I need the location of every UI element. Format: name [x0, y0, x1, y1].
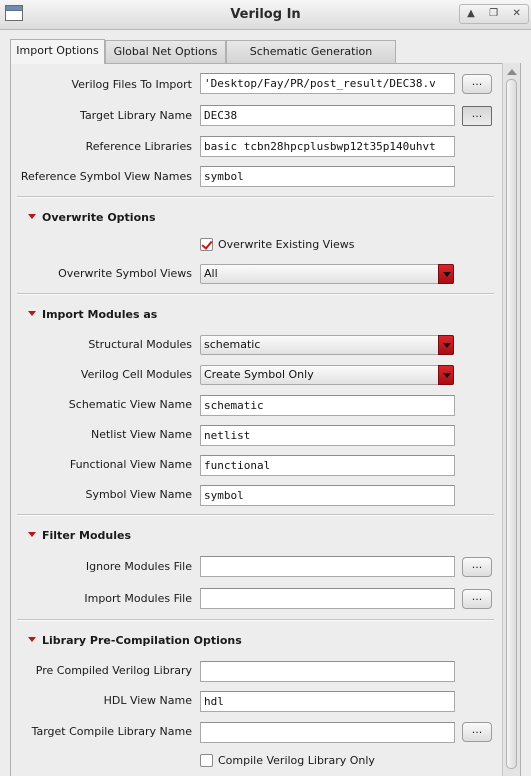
verilog-cell-modules-value: Create Symbol Only: [204, 368, 314, 381]
ignore-modules-file-label: Ignore Modules File: [85, 560, 192, 573]
section-title: Filter Modules: [42, 529, 132, 542]
title-bar: [0, 0, 531, 30]
import-modules-browse-button[interactable]: ...: [462, 589, 492, 609]
reference-libraries-input[interactable]: basic tcbn28hpcplusbwp12t35p140uhvt: [200, 136, 455, 157]
functional-view-input[interactable]: functional: [200, 455, 455, 476]
verilog-files-browse-button[interactable]: ...: [462, 74, 492, 94]
section-title: Library Pre-Compilation Options: [42, 634, 242, 647]
overwrite-existing-views-checkbox[interactable]: [200, 238, 213, 251]
schematic-view-input[interactable]: schematic: [200, 395, 455, 416]
schematic-view-label: Schematic View Name: [68, 398, 192, 411]
import-options-panel: [10, 63, 521, 776]
separator: [17, 293, 494, 294]
import-modules-file-label: Import Modules File: [84, 592, 192, 605]
ignore-modules-browse-button[interactable]: ...: [462, 557, 492, 577]
precompiled-library-input[interactable]: [200, 661, 455, 682]
overwrite-existing-views-label: Overwrite Existing Views: [218, 238, 355, 251]
target-compile-browse-button[interactable]: ...: [462, 722, 492, 742]
filter-modules-section[interactable]: [42, 529, 131, 542]
verilog-files-label: Verilog Files To Import: [71, 78, 192, 91]
expand-triangle-icon[interactable]: [28, 637, 36, 642]
ignore-modules-file-input[interactable]: [200, 556, 455, 577]
tab-import-options[interactable]: Import Options: [10, 39, 105, 64]
target-compile-library-label: Target Compile Library Name: [31, 725, 192, 738]
vertical-scrollbar[interactable]: [502, 63, 520, 776]
structural-modules-select[interactable]: [200, 335, 454, 355]
minimize-icon[interactable]: ▲: [467, 8, 475, 19]
target-compile-library-input[interactable]: [200, 722, 455, 743]
structural-modules-value: schematic: [204, 338, 261, 351]
section-title: Import Modules as: [42, 308, 158, 321]
structural-modules-label: Structural Modules: [88, 338, 192, 351]
chevron-down-icon[interactable]: [438, 365, 454, 385]
separator: [17, 619, 494, 620]
netlist-view-label: Netlist View Name: [90, 428, 192, 441]
verilog-cell-modules-select[interactable]: [200, 365, 454, 385]
overwrite-symbol-views-label: Overwrite Symbol Views: [58, 267, 192, 280]
tab-schematic-generation-options[interactable]: Schematic Generation: [226, 40, 396, 63]
compile-only-label: Compile Verilog Library Only: [218, 754, 375, 767]
section-title: Overwrite Options: [42, 211, 156, 224]
reference-symbol-input[interactable]: symbol: [200, 166, 455, 187]
hdl-view-label: HDL View Name: [103, 694, 192, 707]
overwrite-symbol-views-value: All: [204, 267, 218, 280]
reference-symbol-label: Reference Symbol View Names: [20, 170, 192, 183]
expand-triangle-icon[interactable]: [28, 311, 36, 316]
tab-global-net-options[interactable]: Global Net Options: [105, 40, 226, 63]
close-icon[interactable]: ✕: [512, 8, 521, 19]
target-library-browse-button[interactable]: ...: [462, 106, 492, 126]
reference-libraries-label: Reference Libraries: [85, 140, 192, 153]
functional-view-label: Functional View Name: [69, 458, 192, 471]
overwrite-options-section[interactable]: [42, 211, 156, 224]
restore-icon[interactable]: ❐: [489, 8, 499, 19]
import-modules-file-input[interactable]: [200, 588, 455, 609]
hdl-view-input[interactable]: hdl: [200, 691, 455, 712]
scrollbar-thumb[interactable]: [506, 79, 517, 769]
expand-triangle-icon[interactable]: [28, 214, 36, 219]
import-modules-section[interactable]: [42, 308, 157, 321]
window-controls: [459, 4, 529, 24]
chevron-down-icon[interactable]: [438, 264, 454, 284]
verilog-files-input[interactable]: 'Desktop/Fay/PR/post_result/DEC38.v: [200, 73, 455, 94]
netlist-view-input[interactable]: netlist: [200, 425, 455, 446]
separator: [17, 196, 494, 197]
overwrite-symbol-views-select[interactable]: [200, 264, 454, 284]
library-precompilation-section[interactable]: [42, 634, 242, 647]
window-title: Verilog In: [230, 7, 301, 22]
verilog-cell-modules-label: Verilog Cell Modules: [80, 368, 192, 381]
chevron-down-icon[interactable]: [438, 335, 454, 355]
separator: [17, 514, 494, 515]
target-library-input[interactable]: DEC38: [200, 105, 455, 126]
compile-only-checkbox[interactable]: [200, 754, 213, 767]
scroll-up-icon[interactable]: [507, 69, 517, 75]
symbol-view-input[interactable]: symbol: [200, 485, 455, 506]
precompiled-library-label: Pre Compiled Verilog Library: [35, 664, 192, 677]
target-library-label: Target Library Name: [80, 109, 192, 122]
symbol-view-label: Symbol View Name: [85, 488, 192, 501]
expand-triangle-icon[interactable]: [28, 532, 36, 537]
